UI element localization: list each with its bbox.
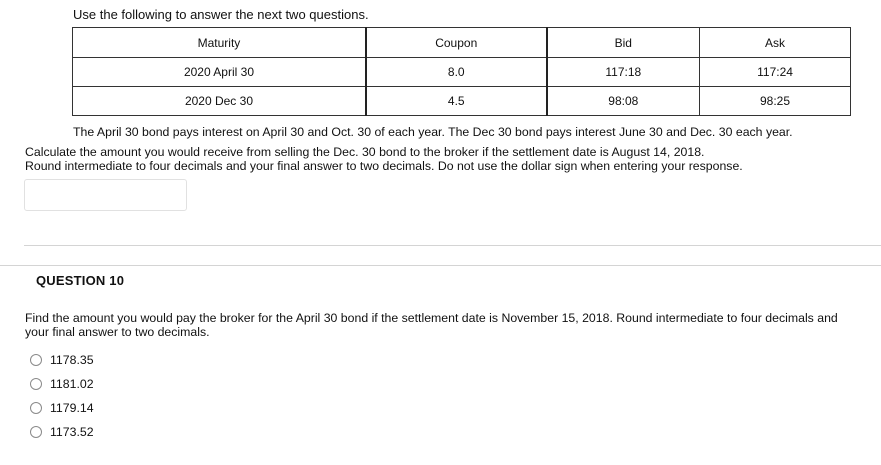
- option-label: 1173.52: [50, 425, 94, 439]
- table-header-row: [73, 28, 851, 58]
- option-label: 1181.02: [50, 377, 94, 391]
- cell-coupon: 4.5: [366, 87, 547, 116]
- header-coupon: Coupon: [366, 28, 547, 58]
- answer-options: [30, 348, 94, 444]
- table-row: [73, 58, 851, 87]
- divider: [24, 245, 881, 246]
- answer-input[interactable]: [24, 179, 187, 211]
- bond-quotes-table: [72, 27, 851, 116]
- option-label: 1179.14: [50, 401, 94, 415]
- question9-line: Calculate the amount you would receive from selling the Dec. 30 bond to the broker if the settlement date is August 14, 2018.: [25, 145, 705, 159]
- header-bid: Bid: [547, 28, 700, 58]
- question10-prompt: Find the amount you would pay the broker for the April 30 bond if the settlement date is November 15, 2018. Round intermediate to four decimals and your final answer to two decimals.: [25, 311, 838, 339]
- instructions-text: Use the following to answer the next two questions.: [73, 7, 369, 22]
- cell-bid: 98:08: [547, 87, 700, 116]
- radio-button[interactable]: [30, 426, 42, 438]
- header-ask: Ask: [700, 28, 851, 58]
- option-item[interactable]: [30, 348, 94, 372]
- question9-line: Round intermediate to four decimals and your final answer to two decimals. Do not use the dollar sign when entering your response.: [25, 159, 743, 173]
- option-item[interactable]: [30, 420, 94, 444]
- question9-prompt: [25, 145, 743, 173]
- cell-coupon: 8.0: [366, 58, 547, 87]
- radio-button[interactable]: [30, 354, 42, 366]
- radio-button[interactable]: [30, 378, 42, 390]
- cell-bid: 117:18: [547, 58, 700, 87]
- interest-dates-text: The April 30 bond pays interest on April 30 and Oct. 30 of each year. The Dec 30 bond pays interest June 30 and Dec. 30 each year.: [73, 125, 793, 139]
- option-item[interactable]: [30, 372, 94, 396]
- header-maturity: Maturity: [73, 28, 366, 58]
- cell-ask: 98:25: [700, 87, 851, 116]
- option-label: 1178.35: [50, 353, 94, 367]
- cell-maturity: 2020 Dec 30: [73, 87, 366, 116]
- cell-ask: 117:24: [700, 58, 851, 87]
- cell-maturity: 2020 April 30: [73, 58, 366, 87]
- question-title: QUESTION 10: [36, 273, 125, 288]
- table-row: [73, 87, 851, 116]
- radio-button[interactable]: [30, 402, 42, 414]
- divider: [0, 265, 881, 266]
- option-item[interactable]: [30, 396, 94, 420]
